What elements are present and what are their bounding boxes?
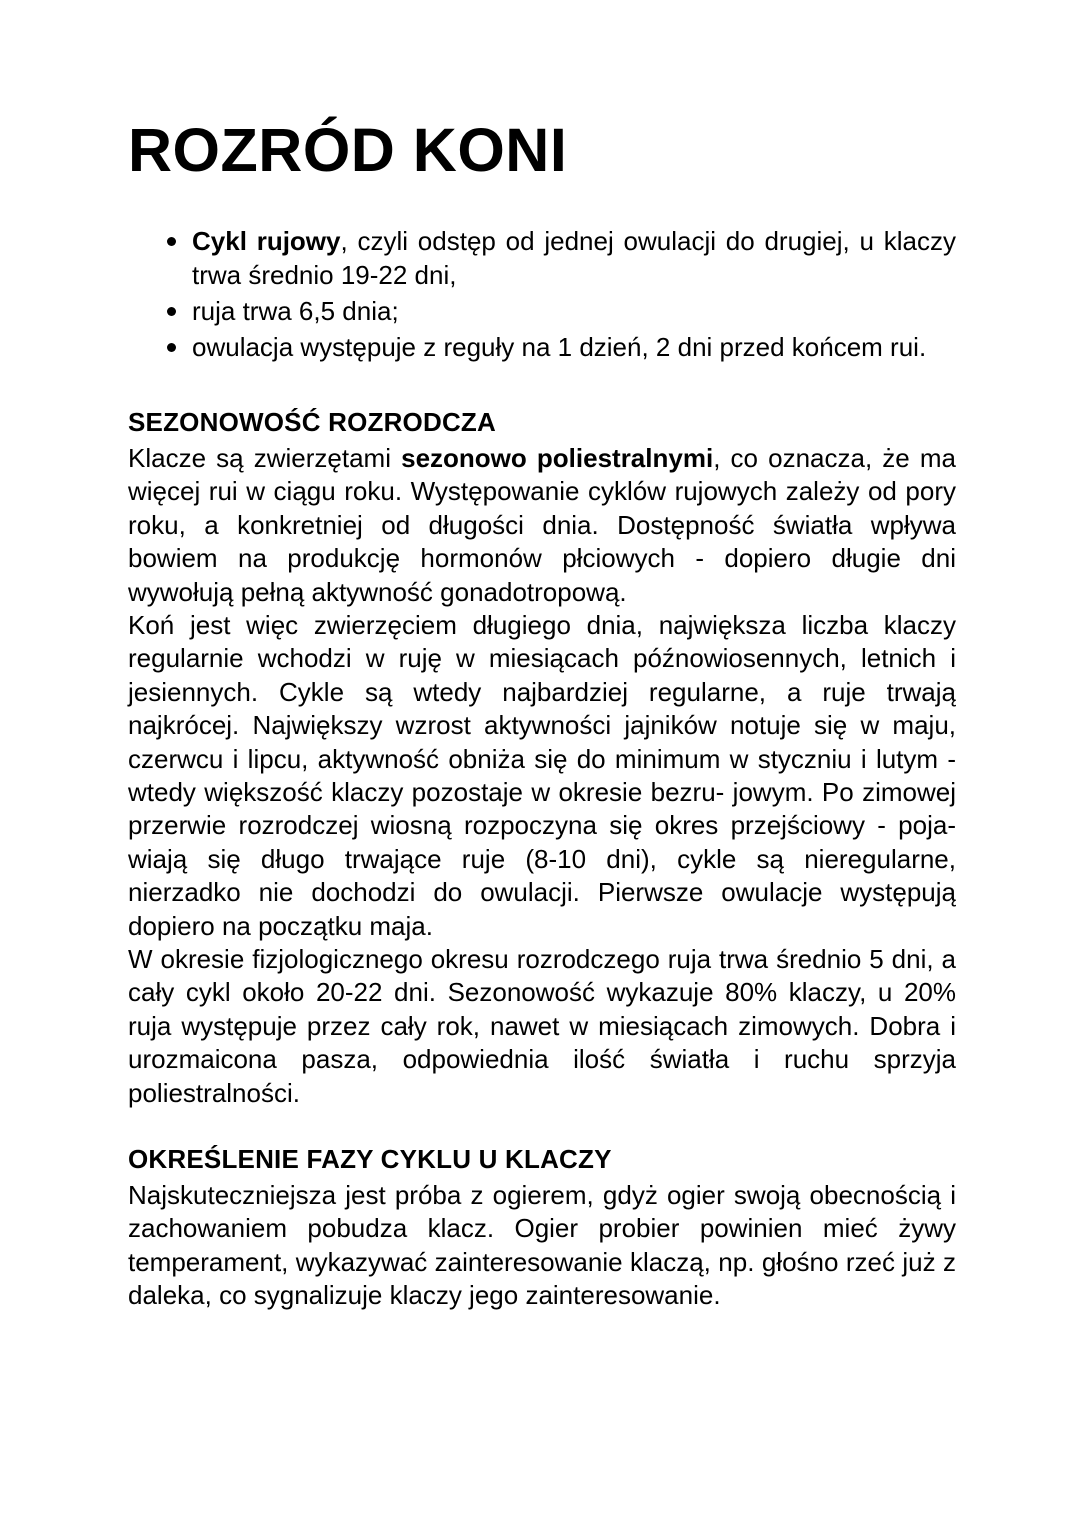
section-heading-okreslenie: OKREŚLENIE FAZY CYKLU U KLACZY [128,1144,612,1174]
intro-bullet-list [128,224,956,364]
list-item-text: , czyli odstęp od jednej owulacji do drugiej, u klaczy trwa średnio 19-22 dni, [192,225,956,290]
bullet-disc-icon [167,237,176,246]
paragraph-tail: , co oznacza, że ma więcej rui w ciągu roku. Występowanie cyklów rujowych zależy od pory roku, a konkretniej od długości dnia. Dostępność światła wpływa bowiem na produkcję hormonów płciowych - dopiero długie dni wywołują pełną aktywność gonadotropową. [128,442,956,607]
list-item [128,294,956,328]
list-item-text: ruja trwa 6,5 dnia; [192,295,399,326]
paragraph [128,609,956,943]
paragraph [128,943,956,1110]
paragraph [128,442,956,609]
paragraph-lead: Klacze są zwierzętami [128,442,402,473]
document-content [128,118,956,1313]
list-item-text: owulacja występuje z reguły na 1 dzień, 2 dni przed końcem rui. [192,331,927,362]
list-item-bold-lead: Cykl rujowy [192,225,341,256]
bullet-disc-icon [167,307,176,316]
page-title: ROZRÓD KONI [128,116,568,184]
list-item [128,330,956,364]
paragraph-tail: Koń jest więc zwierzęciem długiego dnia, największa liczba klaczy regularnie wchodzi w ruję w miesiącach późnowiosennych, letnich i jesiennych. Cykle są wtedy najbardziej regularne, a ruje trwają najkrócej. Największy wzrost aktywności jajników notuje się w maju, czerwcu i lipcu, aktywność obniża się do minimum w styczniu i lutym - wtedy większość klaczy pozostaje w okresie bezru- jowym. Po zimowej przerwie rozrodczej wiosną rozpoczyna się okres przejściowy - poja-wiają się długo trwające ruje (8-10 dni), cykle są nieregularne, nierzadko nie dochodzi do owulacji. Pierwsze owulacje występują dopiero na początku maja. [128,609,956,941]
paragraph-tail: W okresie fizjologicznego okresu rozrodczego ruja trwa średnio 5 dni, a cały cykl około 20-22 dni. Sezonowość wykazuje 80% klaczy, u 20% ruja występuje przez cały rok, nawet w miesiącach zimowych. Dobra i urozmaicona pasza, odpowiednia ilość światła i ruchu sprzyja poliestralności. [128,943,956,1108]
paragraph-bold-phrase: sezonowo poliestralnymi [401,442,714,473]
paragraph [128,1179,956,1313]
bullet-disc-icon [167,343,176,352]
list-item [128,224,956,292]
section-heading-sezonowosc: SEZONOWOŚĆ ROZRODCZA [128,406,496,437]
paragraph-tail: Najskuteczniejsza jest próba z ogierem, gdyż ogier swoją obecnością i zachowaniem pobudza klacz. Ogier probier powinien mieć żywy temperament, wykazywać zainteresowanie klaczą, np. głośno rzeć już z daleka, co sygnalizuje klaczy jego zainteresowanie. [128,1180,956,1311]
